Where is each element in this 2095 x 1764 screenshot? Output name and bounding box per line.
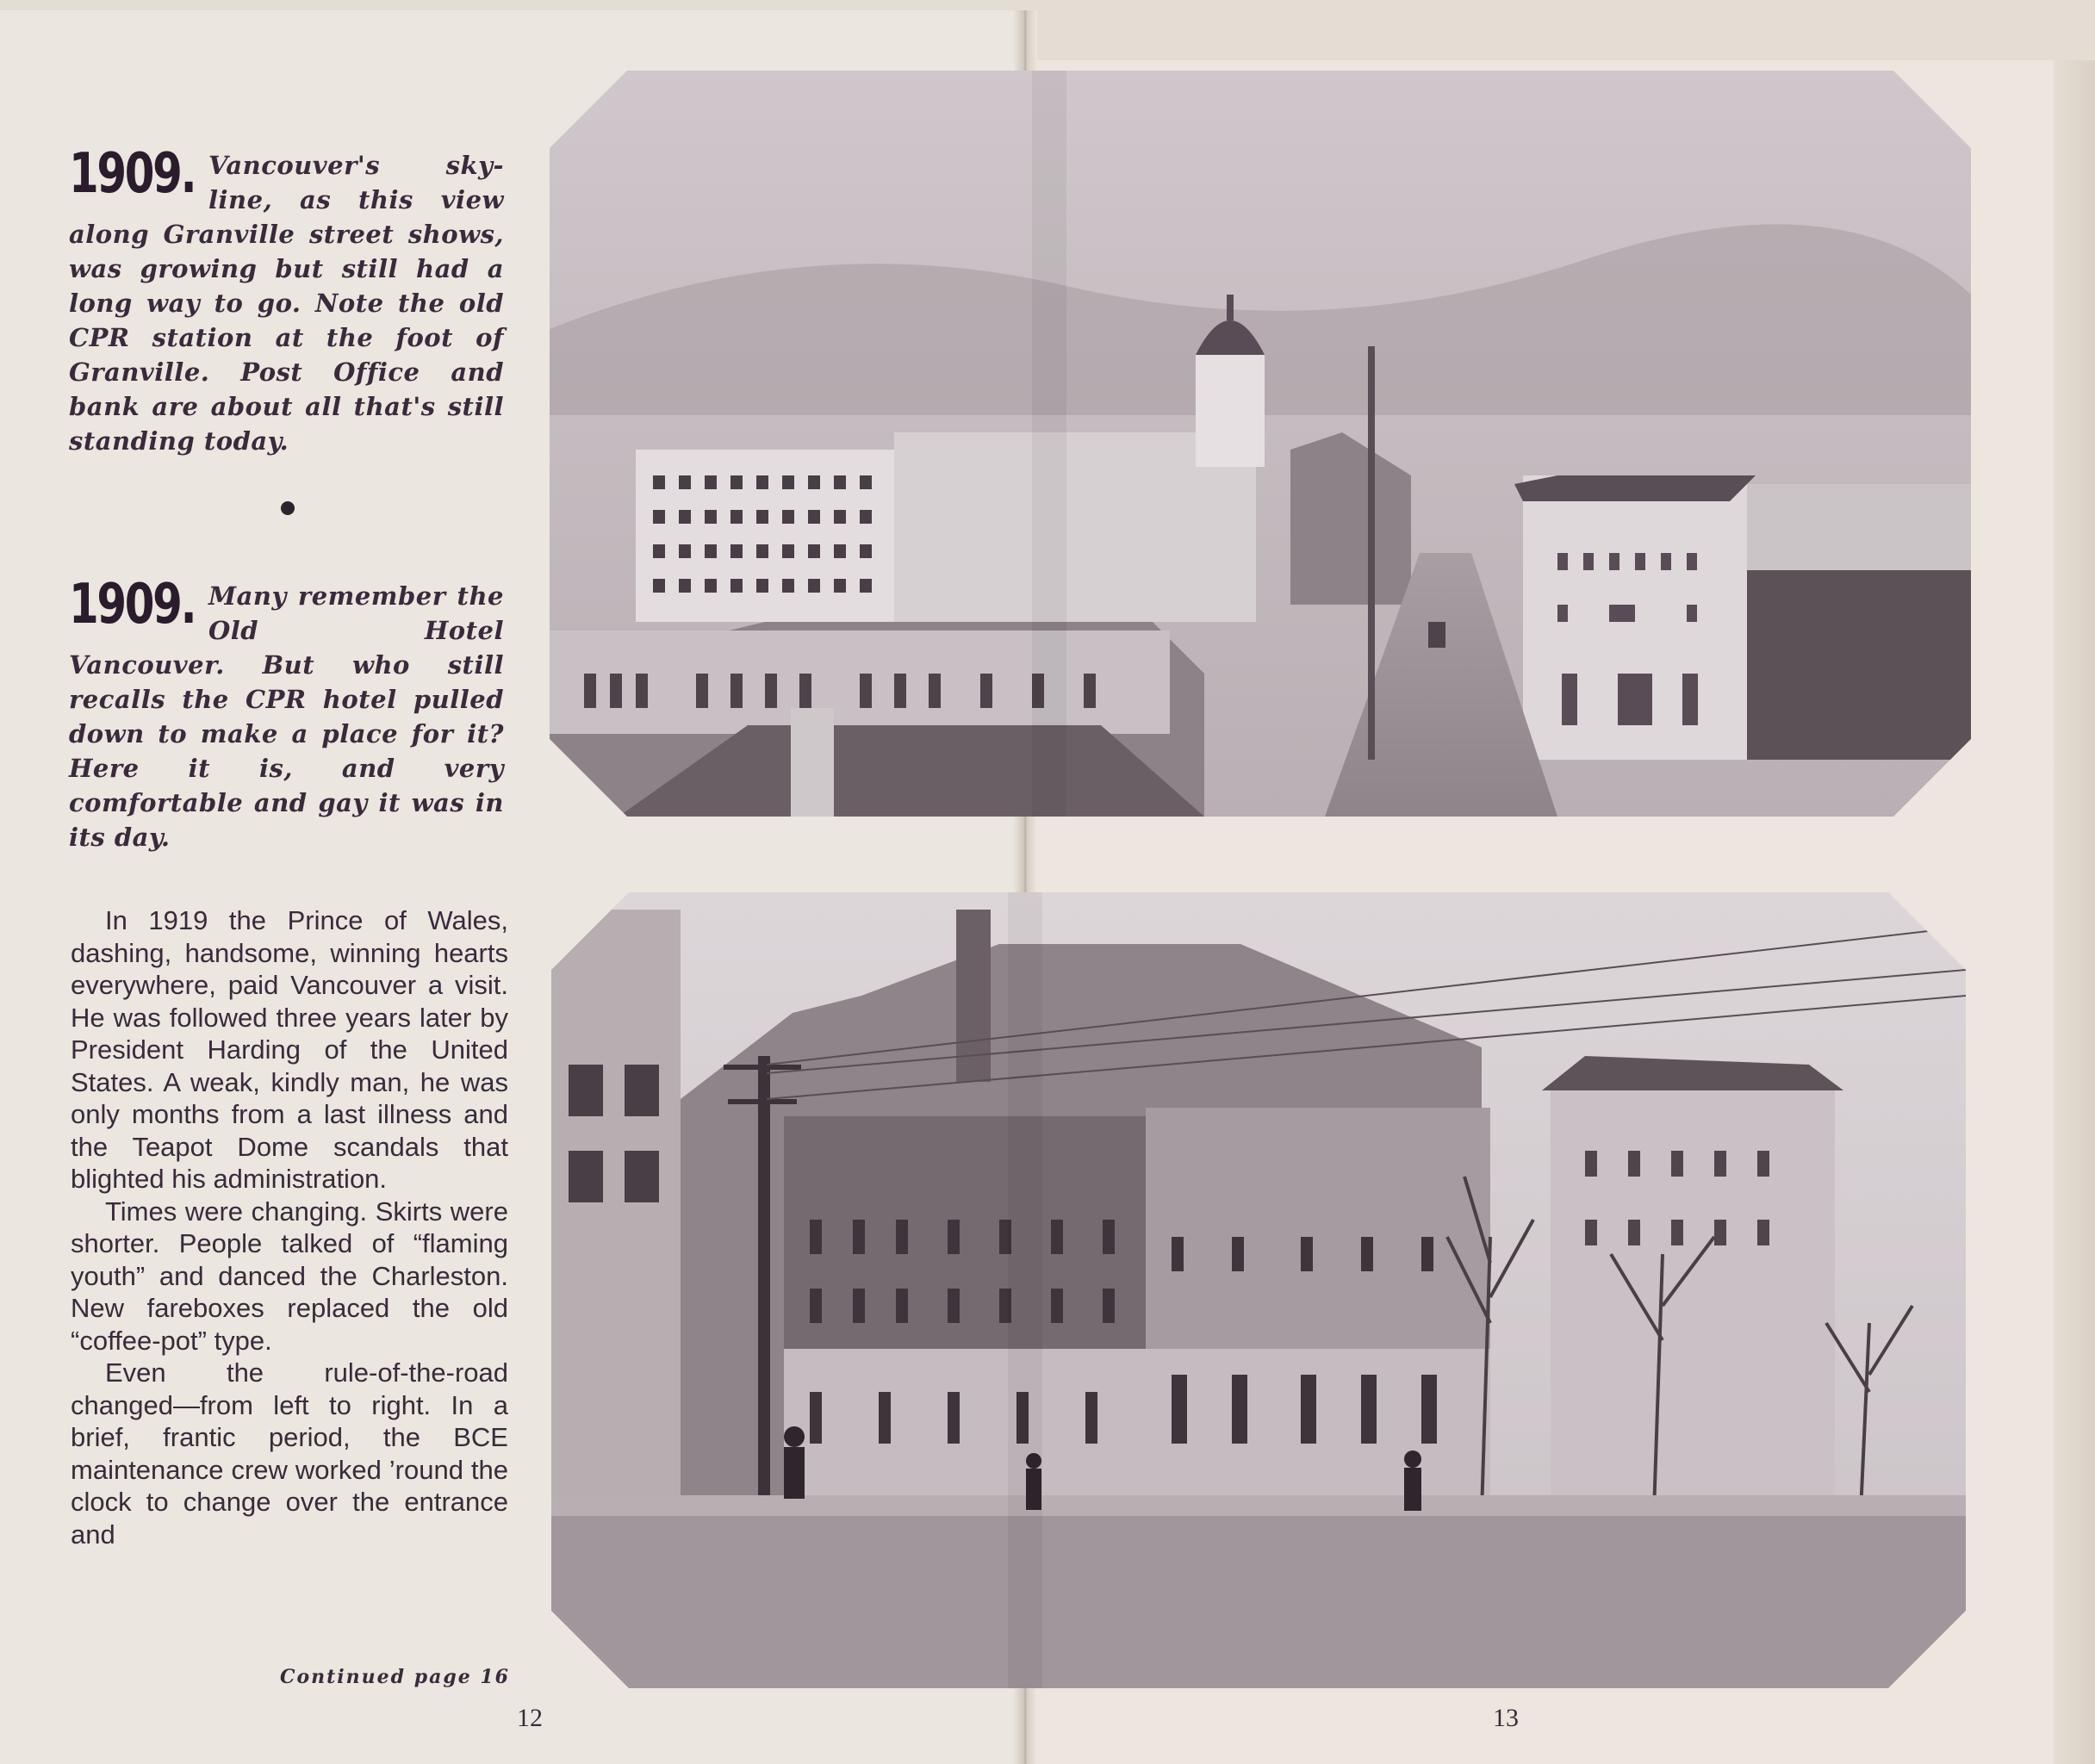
caption-cpr-hotel bbox=[69, 573, 504, 854]
body-paragraph: In 1919 the Prince of Wales, dashing, handsome, winning hearts everywhere, paid Vancouver a visit. He was followed three years later by President Harding of the United States. A weak, kindly man, he was only months from a last illness and the Teapot Dome scandals that blighted his administration. bbox=[71, 905, 508, 1194]
body-paragraph: Even the rule-of-the-road changed—from left to right. In a brief, frantic period, the BCE maintenance crew worked ’round the clock to change over the entrance and bbox=[71, 1357, 508, 1550]
photo-corner-mounts bbox=[551, 892, 1966, 1688]
photo-cpr-hotel bbox=[551, 892, 1966, 1688]
page-number-right: 13 bbox=[1493, 1704, 1519, 1732]
page-edge bbox=[2054, 60, 2095, 1764]
bullet-separator bbox=[281, 501, 295, 515]
body-paragraph: Times were changing. Skirts were shorter. People talked of “flaming youth” and danced the Charleston. New fareboxes replaced the old “coffee-pot” type. bbox=[71, 1196, 508, 1356]
photo-corner-mounts bbox=[550, 71, 1971, 817]
page-number-left: 12 bbox=[517, 1704, 543, 1732]
photo-granville-street-skyline bbox=[550, 71, 1971, 817]
body-text bbox=[71, 904, 508, 1550]
caption-text: Many remember the Old Hotel Vancouver. But who still recalls the CPR hotel pulled down to make a place for it? Here it is, and very comfortable and gay it was in its day. bbox=[69, 581, 504, 852]
caption-granville-street bbox=[69, 142, 504, 458]
continued-note: Continued page 16 bbox=[279, 1666, 510, 1688]
caption-year: 1909. bbox=[69, 142, 196, 206]
caption-text: Vancouver's sky-line, as this view along Granville street shows, was growing but still had a long way to go. Note the old CPR station at the foot of Granville. Post Office and bank are about all that's still standing today. bbox=[69, 151, 504, 456]
caption-year: 1909. bbox=[69, 573, 196, 637]
